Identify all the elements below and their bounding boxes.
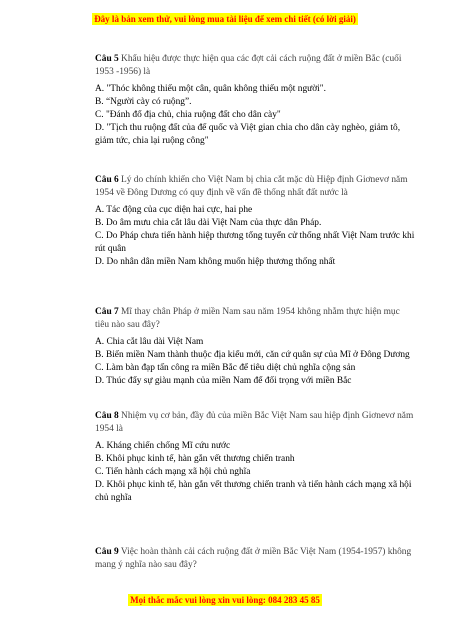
question-number: Câu 9 (95, 547, 119, 557)
option-b: B. Biến miền Nam thành thuộc địa kiểu mới, căn cứ quân sự của Mĩ ở Đông Dương (95, 350, 410, 360)
contact-text: Mọi thắc mắc vui lòng xin vui lòng: 084 283 45 85 (130, 595, 320, 605)
option-d: D. "Tịch thu ruộng đất của đế quốc và Việt gian chia cho dân cày nghèo, giảm tô, giảm tức, chia lại ruộng công" (95, 123, 401, 146)
option-a: A. Tác động của cục diện hai cực, hai phe (95, 205, 253, 215)
question-stem: Lý do chính khiến cho Việt Nam bị chia cắt mặc dù Hiệp định Giơnevơ năm 1954 về Đông Dương có quy định về vấn đề thống nhất đất nước là (95, 175, 408, 198)
question-7 (95, 306, 415, 388)
option-c: C. Tiến hành cách mạng xã hội chủ nghĩa (95, 467, 251, 477)
question-stem: Khẩu hiệu được thực hiện qua các đợt cải cách ruộng đất ở miền Bắc (cuối 1953 -1956) là (95, 54, 402, 77)
option-d: D. Do nhân dân miền Nam không muốn hiệp thương thống nhất (95, 257, 336, 267)
question-number: Câu 8 (95, 411, 119, 421)
question-number: Câu 7 (95, 307, 119, 317)
question-5 (95, 53, 415, 148)
option-d: D. Khôi phục kinh tế, hàn gắn vết thương chiến tranh và tiến hành cách mạng xã hội chủ nghĩa (95, 480, 412, 503)
option-d: D. Thúc đẩy sự giàu mạnh của miền Nam để đối trọng với miền Bắc (95, 376, 352, 386)
question-number: Câu 5 (95, 54, 119, 64)
preview-notice-text: Đây là bản xem thử, vui lòng mua tài liệu để xem chi tiết (có lời giải) (94, 14, 356, 24)
question-number: Câu 6 (95, 175, 119, 185)
preview-notice-banner (0, 14, 450, 24)
option-a: A. "Thóc không thiếu một cân, quân không thiếu một người". (95, 84, 326, 94)
question-stem: Việc hoàn thành cải cách ruộng đất ở miền Bắc Việt Nam (1954-1957) không mang ý nghĩa nào sau đây? (95, 547, 412, 570)
question-stem: Mĩ thay chân Pháp ở miền Nam sau năm 1954 không nhằm thực hiện mục tiêu nào sau đây? (95, 307, 400, 330)
question-8 (95, 410, 415, 505)
contact-footer (0, 595, 450, 605)
question-6 (95, 174, 415, 269)
option-a: A. Kháng chiến chống Mĩ cứu nước (95, 441, 231, 451)
question-stem: Nhiệm vụ cơ bản, đầy đủ của miền Bắc Việt Nam sau hiệp định Giơnevơ năm 1954 là (95, 411, 414, 434)
option-b: B. Do âm mưu chia cắt lâu dài Việt Nam của thực dân Pháp. (95, 218, 322, 228)
option-b: B. Khôi phục kinh tế, hàn gắn vết thương chiến tranh (95, 454, 295, 464)
option-c: C. Do Pháp chưa tiến hành hiệp thương tổng tuyển cử thống nhất Việt Nam trước khi rút quân (95, 231, 415, 254)
option-a: A. Chia cắt lâu dài Việt Nam (95, 337, 204, 347)
option-b: B. “Người cày có ruộng”. (95, 97, 192, 107)
question-9 (95, 546, 415, 576)
option-c: C. "Đánh đổ địa chủ, chia ruộng đất cho dân cày" (95, 110, 281, 120)
option-c: C. Làm bàn đạp tấn công ra miền Bắc để tiêu diệt chủ nghĩa cộng sản (95, 363, 356, 373)
